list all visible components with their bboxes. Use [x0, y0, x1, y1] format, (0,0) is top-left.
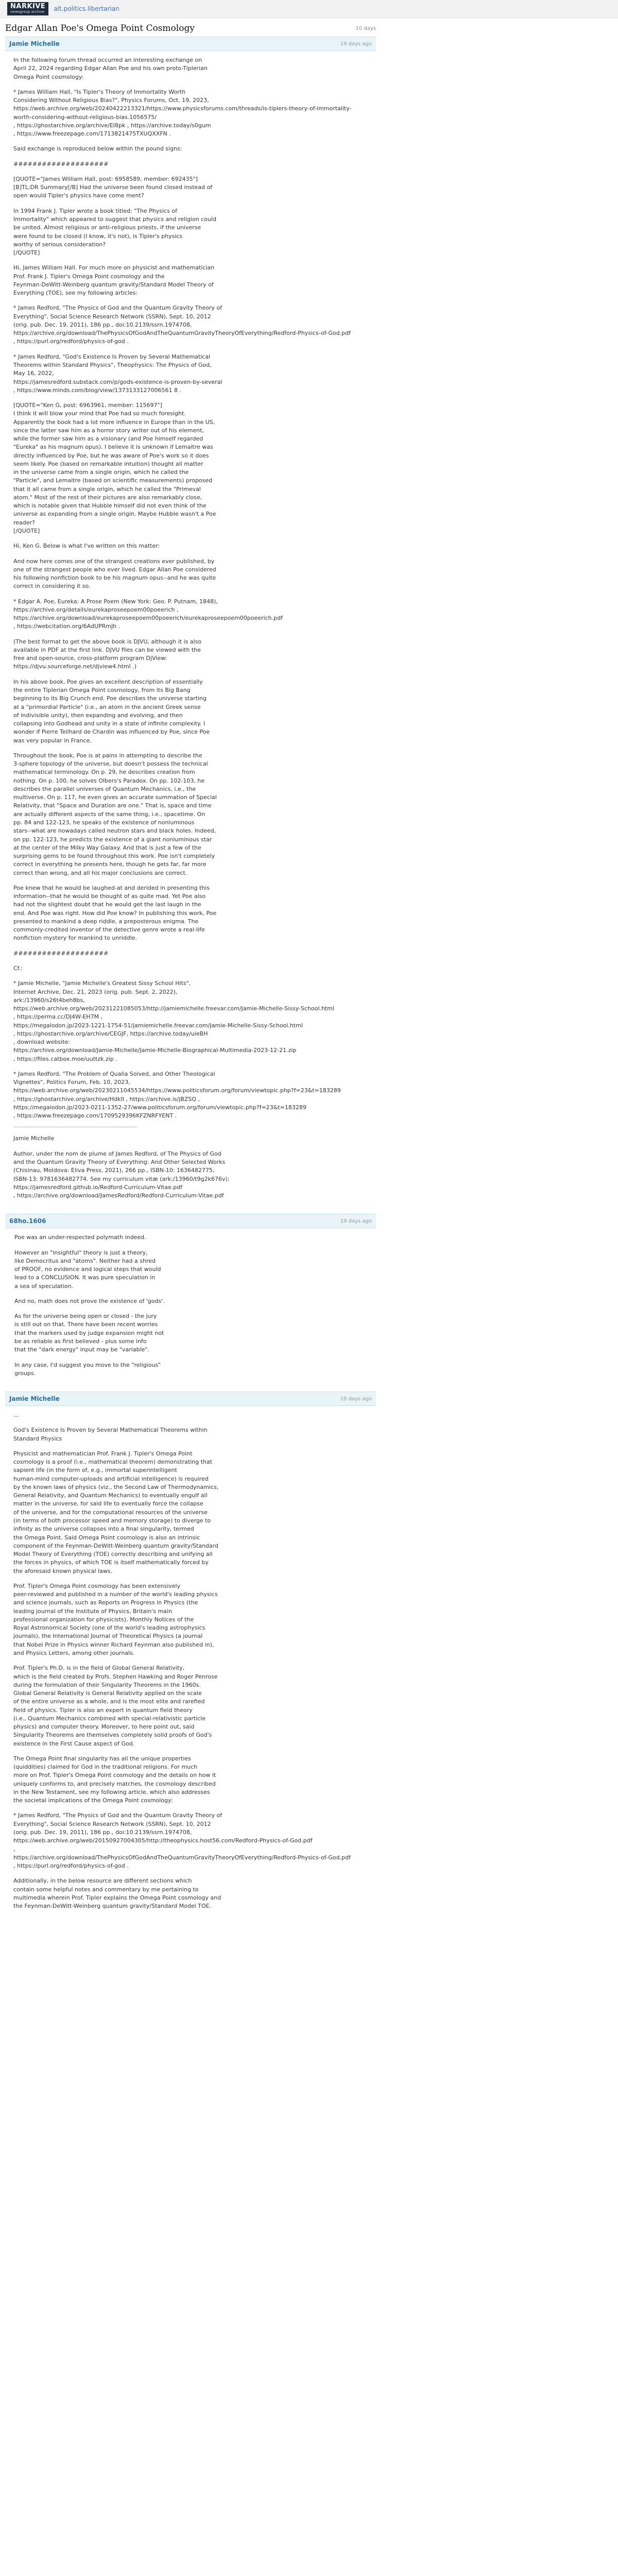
post-paragraph: * Jamie Michelle, "Jamie Michelle's Greatest Sissy School Hits", Internet Archive, Dec. 21, 2023 (orig. pub. Sept. 2, 2022), ark:/13960/s26t4beh8bs, https://web.archive.org/web/20231221085053/http://jamiemichelle.freevar.com/Jamie-Michelle-Sissy-School.html , https://perma.cc/DJ4W-EH7M , https://megalodon.jp/2023-1221-1754-51/jamiemichelle.freevar.com/Jamie-Michelle-Sissy-School.html , https://ghostarchive.org/archive/CEGJF, https://archive.today/uieBH , download website: https://archive.org/download/Jamie-Michelle/Jamie-Michelle-Biographical-Multimedia-2023-12-21.zip , https://files.catbox.moe/uuttzk.zip .	[13, 980, 335, 1062]
post-paragraph: ####################	[13, 950, 109, 957]
post-paragraph: * Edgar A. Poe, Eureka: A Prose Poem (New York: Geo. P. Putnam, 1848), https://archive.org/details/eurekaproseepoem00poeerich , https://archive.org/download/eurekaproseepoem00poeerich/eurekaproseepoem00poeerich.pdf , https://webcitation.org/6AdUPRmJh .	[13, 598, 283, 630]
post-paragraph: In the following forum thread occurred an interesting exchange on April 22, 2024 regarding Edgar Allan Poe and his own proto-Tiplerian Omega Point cosmology:	[13, 57, 208, 80]
post-paragraph: Poe knew that he would be laughed-at and derided in presenting this information--that he would be thought of as quite mad. Yet Poe also had not the slightest doubt that he would get the last laugh in the end. And Poe was right. How did Poe know? In publishing this work, Poe presented to mankind a deep riddle, a preposterous enigma. The commonly-credited inventor of the detective genre wrote a real-life nonfiction mystery for mankind to unriddle.	[13, 884, 217, 942]
site-brand-name: NARKIVE	[10, 3, 46, 10]
signature-line: Author, under the nom de plume of James Redford, of The Physics of God and the Quantum Gravity Theory of Everything: And Other Selected Works (Chisinau, Moldova: Eliva Press, 2021), 266 pp., ISBN-10: 1636482775, ISBN-13: 9781636482774. See my curriculum vitæ (ark:/13960/t9g2k676v): https://jamesredford.github.io/Redford-Curriculum-Vitae.pdf , https://archive.org/download/JamesRedford/Redford-Curriculum-Vitae.pdf	[13, 1150, 230, 1199]
thread-title: Edgar Allan Poe's Omega Point Cosmology	[5, 23, 195, 33]
post-paragraph: [QUOTE="James William Hall, post: 6958589, member: 692435"] [B]TL;DR Summary[/B] Had the universe been found closed instead of open would Tipler's physics have come ment?	[13, 175, 213, 199]
post-header	[5, 1392, 376, 1406]
thread-page	[0, 18, 376, 1924]
post-header	[5, 1214, 376, 1228]
post-paragraph: ####################	[13, 160, 109, 167]
post-paragraph: Throughout the book, Poe is at pains in attempting to describe the 3-sphere topology of the universe, but doesn't possess the technical mathematical terminology. On p. 29, he describes creation from nothing. On p. 100, he solves Olbers's Paradox. On pp. 102-103, he describes the parallel universes of Quantum Mechanics, i.e., the multiverse. On p. 117, he even gives an accurate summation of Special Relativity, that "Space and Duration are one." That is, space and time are actually different aspects of the same thing, i.e., spacetime. On pp. 84 and 122-123, he speaks of the existence of nonluminous stars--what are nowadays called neutron stars and black holes. Indeed, on pp. 122-123, he predicts the existence of a giant nonluminous star at the center of the Milky Way Galaxy. And that is just a few of the surprising gems to be found throughout this work. Poe isn't completely correct in everything he presents here, though he gets far, far more correct than wrong, and all his major conclusions are correct.	[13, 752, 217, 876]
post-paragraph: ...	[13, 1412, 19, 1419]
post-header	[5, 37, 376, 51]
post-body	[5, 1406, 376, 1924]
post-paragraph: * James William Hall, "Is Tipler's Theory of Immortality Worth Considering Without Religious Bias?", Physics Forums, Oct. 19, 2023, https://web.archive.org/web/20240422213321/https://www.physicsforums.com/threads/is-tiplers-theory-of-immortality-worth-considering-without-religious-bias.1056575/ , https://ghostarchive.org/archive/EI8pk , https://archive.today/s0gum , https://www.freezepage.com/1713821475TXUQXXFN .	[13, 88, 352, 138]
signature-line: Jamie Michelle	[13, 1135, 55, 1142]
site-brand-subtitle: newsgroup archive	[10, 9, 45, 14]
post-paragraph: In his above book, Poe gives an excellent description of essentially the entire Tiplerian Omega Point cosmology, from its Big Bang beginning to its Big Crunch end. Poe describes the universe starting at a "primordial Particle" (i.e., an atom in the ancient Greek sense of indivisible unity), then expanding and evolving, and then collapsing into Godhead and unity in a state of infinite complexity. I wonder if Pierre Teilhard de Chardin was influenced by Poe, since Poe was very popular in France.	[13, 678, 210, 744]
post-list	[5, 37, 376, 1924]
post-paragraph: * James Redford, "God's Existence Is Proven by Several Mathematical Theorems within Standard Physics", Theophysics: The Physics of God, May 16, 2022, https://jamesredford.substack.com/p/gods-existence-is-proven-by-several , https://www.minds.com/blog/view/1373133127006561 8 .	[13, 353, 222, 394]
thread-meta: 10 days	[355, 25, 376, 31]
post-author[interactable]: 68ho.1606	[9, 1217, 46, 1225]
post-paragraph: Prof. Tipler's Ph.D. is in the field of Global General Relativity, which is the field created by Profs. Stephen Hawking and Roger Penrose during the formulation of their Singularity Theorems in the 1960s. Global General Relativity is General Relativity applied on the scale of the entire universe as a whole, and is the most elite and rarefied field of physics. Tipler is also an expert in quantum field theory (i.e., Quantum Mechanics combined with special-relativistic particle physics) and computer theory. Moreover, to here point out, said Singularity Theorems are themselves completely solid proofs of God's existence in the First Cause aspect of God.	[13, 1665, 218, 1747]
post-paragraph: And no, math does not prove the existence of 'gods'.	[14, 1297, 165, 1304]
post-paragraph: (The best format to get the above book is DJVU, although it is also available in PDF at the first link. DJVU files can be viewed with the free and open-source, cross-platform program DjView: https://djvu.sourceforge.net/djview4.html .)	[13, 638, 202, 670]
post-paragraph: Prof. Tipler's Omega Point cosmology has been extensively peer-reviewed and published in a number of the world's leading physics and science journals, such as Reports on Progress in Physics (the leading journal of the Institute of Physics, Britain's main professional organization for physicists), Monthly Notices of the Royal Astronomical Society (one of the world's leading astrophysics journals), the International Journal of Theoretical Physics (a journal that Nobel Prize in Physics winner Richard Feynman also published in), and Physics Letters, among other journals.	[13, 1582, 218, 1656]
post-paragraph: Said exchange is reproduced below within the pound signs:	[13, 145, 182, 152]
post-paragraph: And now here comes one of the strangest creations ever published, by one of the strangest people who ever lived. Edgar Allan Poe considered his following nonfiction book to be his magnum opus--and he was quite correct in considering it so.	[13, 557, 216, 590]
post-body	[5, 51, 376, 1214]
post-paragraph: Additionally, in the below resource are different sections which contain some helpful notes and commentary by me pertaining to multimedia wherein Prof. Tipler explains the Omega Point cosmology and the Feynman-DeWitt-Weinberg quantum gravity/Standard Model TOE.	[13, 1877, 221, 1910]
post-paragraph: However an "insightful" theory is just a theory, like Democritus and "atoms". Neither had a shred of PROOF, no evidence and logical steps that would lead to a CONCLUSION. It was pure speculation in a sea of speculation.	[14, 1249, 161, 1290]
post-paragraph: God's Existence Is Proven by Several Mathematical Theorems within Standard Physics	[13, 1427, 208, 1442]
breadcrumb-group[interactable]: alt.politics.libertarian	[54, 5, 119, 12]
post-paragraph: Hi, James William Hall. For much more on physicist and mathematician Prof. Frank J. Tipler's Omega Point cosmology and the Feynman-DeWitt-Weinberg quantum gravity/Standard Model Theory of Everything (TOE), see my following articles:	[13, 264, 215, 297]
post-paragraph: In any case, I'd suggest you move to the "religious" groups.	[14, 1361, 161, 1377]
post-paragraph: Hi, Ken G. Below is what I've written on this matter:	[13, 543, 160, 550]
post	[5, 37, 376, 1214]
post-paragraph: Cf.:	[13, 964, 23, 972]
post	[5, 1392, 376, 1924]
post-paragraph: * James Redford, "The Physics of God and the Quantum Gravity Theory of Everything", Social Science Research Network (SSRN), Sept. 10, 2012 (orig. pub. Dec. 19, 2011), 186 pp., doi:10.2139/ssrn.1974708, https://archive.org/download/ThePhysicsOfGodAndTheQuantumGravityTheoryOfEverything/Redford-Physics-of-God.pdf , https://purl.org/redford/physics-of-god .	[13, 304, 351, 345]
site-header	[0, 0, 618, 18]
post-author[interactable]: Jamie Michelle	[9, 40, 60, 47]
post-timestamp: 19 days ago	[340, 1218, 372, 1224]
post-timestamp: 19 days ago	[340, 1396, 372, 1402]
post-paragraph: * James Redford, "The Problem of Qualia Solved, and Other Theological Vignettes", Politics Forum, Feb. 10, 2023, https://web.archive.org/web/20230211045534/https://www.politicsforum.org/forum/viewtopic.php?f=23&t=183289 , https://ghostarchive.org/archive/HdkII , https://archive.is/jBZSQ , https://megalodon.jp/2023-0211-1352-27/www.politicsforum.org/forum/viewtopic.php?f=23&t=183289 , https://www.freezepage.com/1709529396KFZNRFYENT .	[13, 1070, 341, 1120]
post-paragraph: As for the universe being open or closed - the jury is still out on that. There have been recent worries that the markers used by judge expansion might not be as reliable as first believed - plus some info that the "dark energy" input may be "variable".	[14, 1313, 164, 1353]
site-logo[interactable]	[7, 2, 48, 15]
post-paragraph: Physicist and mathematician Prof. Frank J. Tipler's Omega Point cosmology is a proof (i.e., mathematical theorem) demonstrating that sapient life (in the form of, e.g., immortal superintelligent human-mind computer-uploads and artificial intelligence) is required by the known laws of physics (viz., the Second Law of Thermodynamics, General Relativity, and Quantum Mechanics) to eventually engulf all matter in the universe, for said life to eventually force the collapse of the universe, and for the computational resources of the universe (in terms of both processor speed and memory storage) to diverge to infinity as the universe collapses into a final singularity, termed the Omega Point. Said Omega Point cosmology is also an intrinsic component of the Feynman-DeWitt-Weinberg quantum gravity/Standard Model Theory of Everything (TOE) correctly describing and unifying all the forces in physics, of which TOE is itself mathematically forced by the aforesaid known physical laws.	[13, 1450, 219, 1574]
post-body	[5, 1228, 376, 1392]
post-author[interactable]: Jamie Michelle	[9, 1395, 60, 1403]
thread-title-row	[5, 18, 376, 37]
post-paragraph: Poe was an under-respected polymath indeed.	[14, 1234, 146, 1241]
post-paragraph: The Omega Point final singularity has all the unique properties (quiddities) claimed for God in the traditional religions. For much more on Prof. Tipler's Omega Point cosmology and the details on how it uniquely conforms to, and precisely matches, the cosmology described in the New Testament, see my following article, which also addresses the societal implications of the Omega Point cosmology:	[13, 1755, 216, 1804]
post-paragraph: In 1994 Frank J. Tipler wrote a book titled: "The Physics of Immortality" which appeared to suggest that physics and religion could be united. Almost religious or anti-religious priests, if the universe were found to be closed (I know, it's not), is Tipler's physics worthy of serious consideration? [/QUOTE]	[13, 207, 217, 257]
post	[5, 1214, 376, 1392]
post-paragraph: [QUOTE="Ken G, post: 6963961, member: 115697"] I think it will blow your mind that Poe had so much foresight. Apparently the book had a lot more influence in Europe than in the US, since the latter saw him as a horror story writer out of his element, while the former saw him as a visionary (and Poe himself regarded "Eureka" as his magnum opus). I believe it is unknown if Lemaitre was directly influenced by Poe, but he was aware of Poe's work so it does seem likely. Poe (based on remarkable intuition) thought all matter in the universe came from a single origin, which he called the "Particle", and Lemaitre (based on scientific measurements) proposed that it all came from a single origin, which he called the "Primeval atom." Most of the rest of their pictures are also remarkably close, which is notable given that Hubble himself did not even think of the universe as expanding from a single origin. Maybe Hubble wasn't a Poe reader? [/QUOTE]	[13, 402, 216, 535]
post-timestamp: 19 days ago	[340, 41, 372, 47]
post-paragraph: * James Redford, "The Physics of God and the Quantum Gravity Theory of Everything", Social Science Research Network (SSRN), Sept. 10, 2012 (orig. pub. Dec. 19, 2011), 186 pp., doi:10.2139/ssrn.1974708, https://web.archive.org/web/20150927004305/http://theophysics.host56.com/Redford-Physics-of-God.pdf , https://archive.org/download/ThePhysicsOfGodAndTheQuantumGravityTheoryOfEverything/Redford-Physics-of-God.pdf , https://purl.org/redford/physics-of-god .	[13, 1812, 351, 1870]
